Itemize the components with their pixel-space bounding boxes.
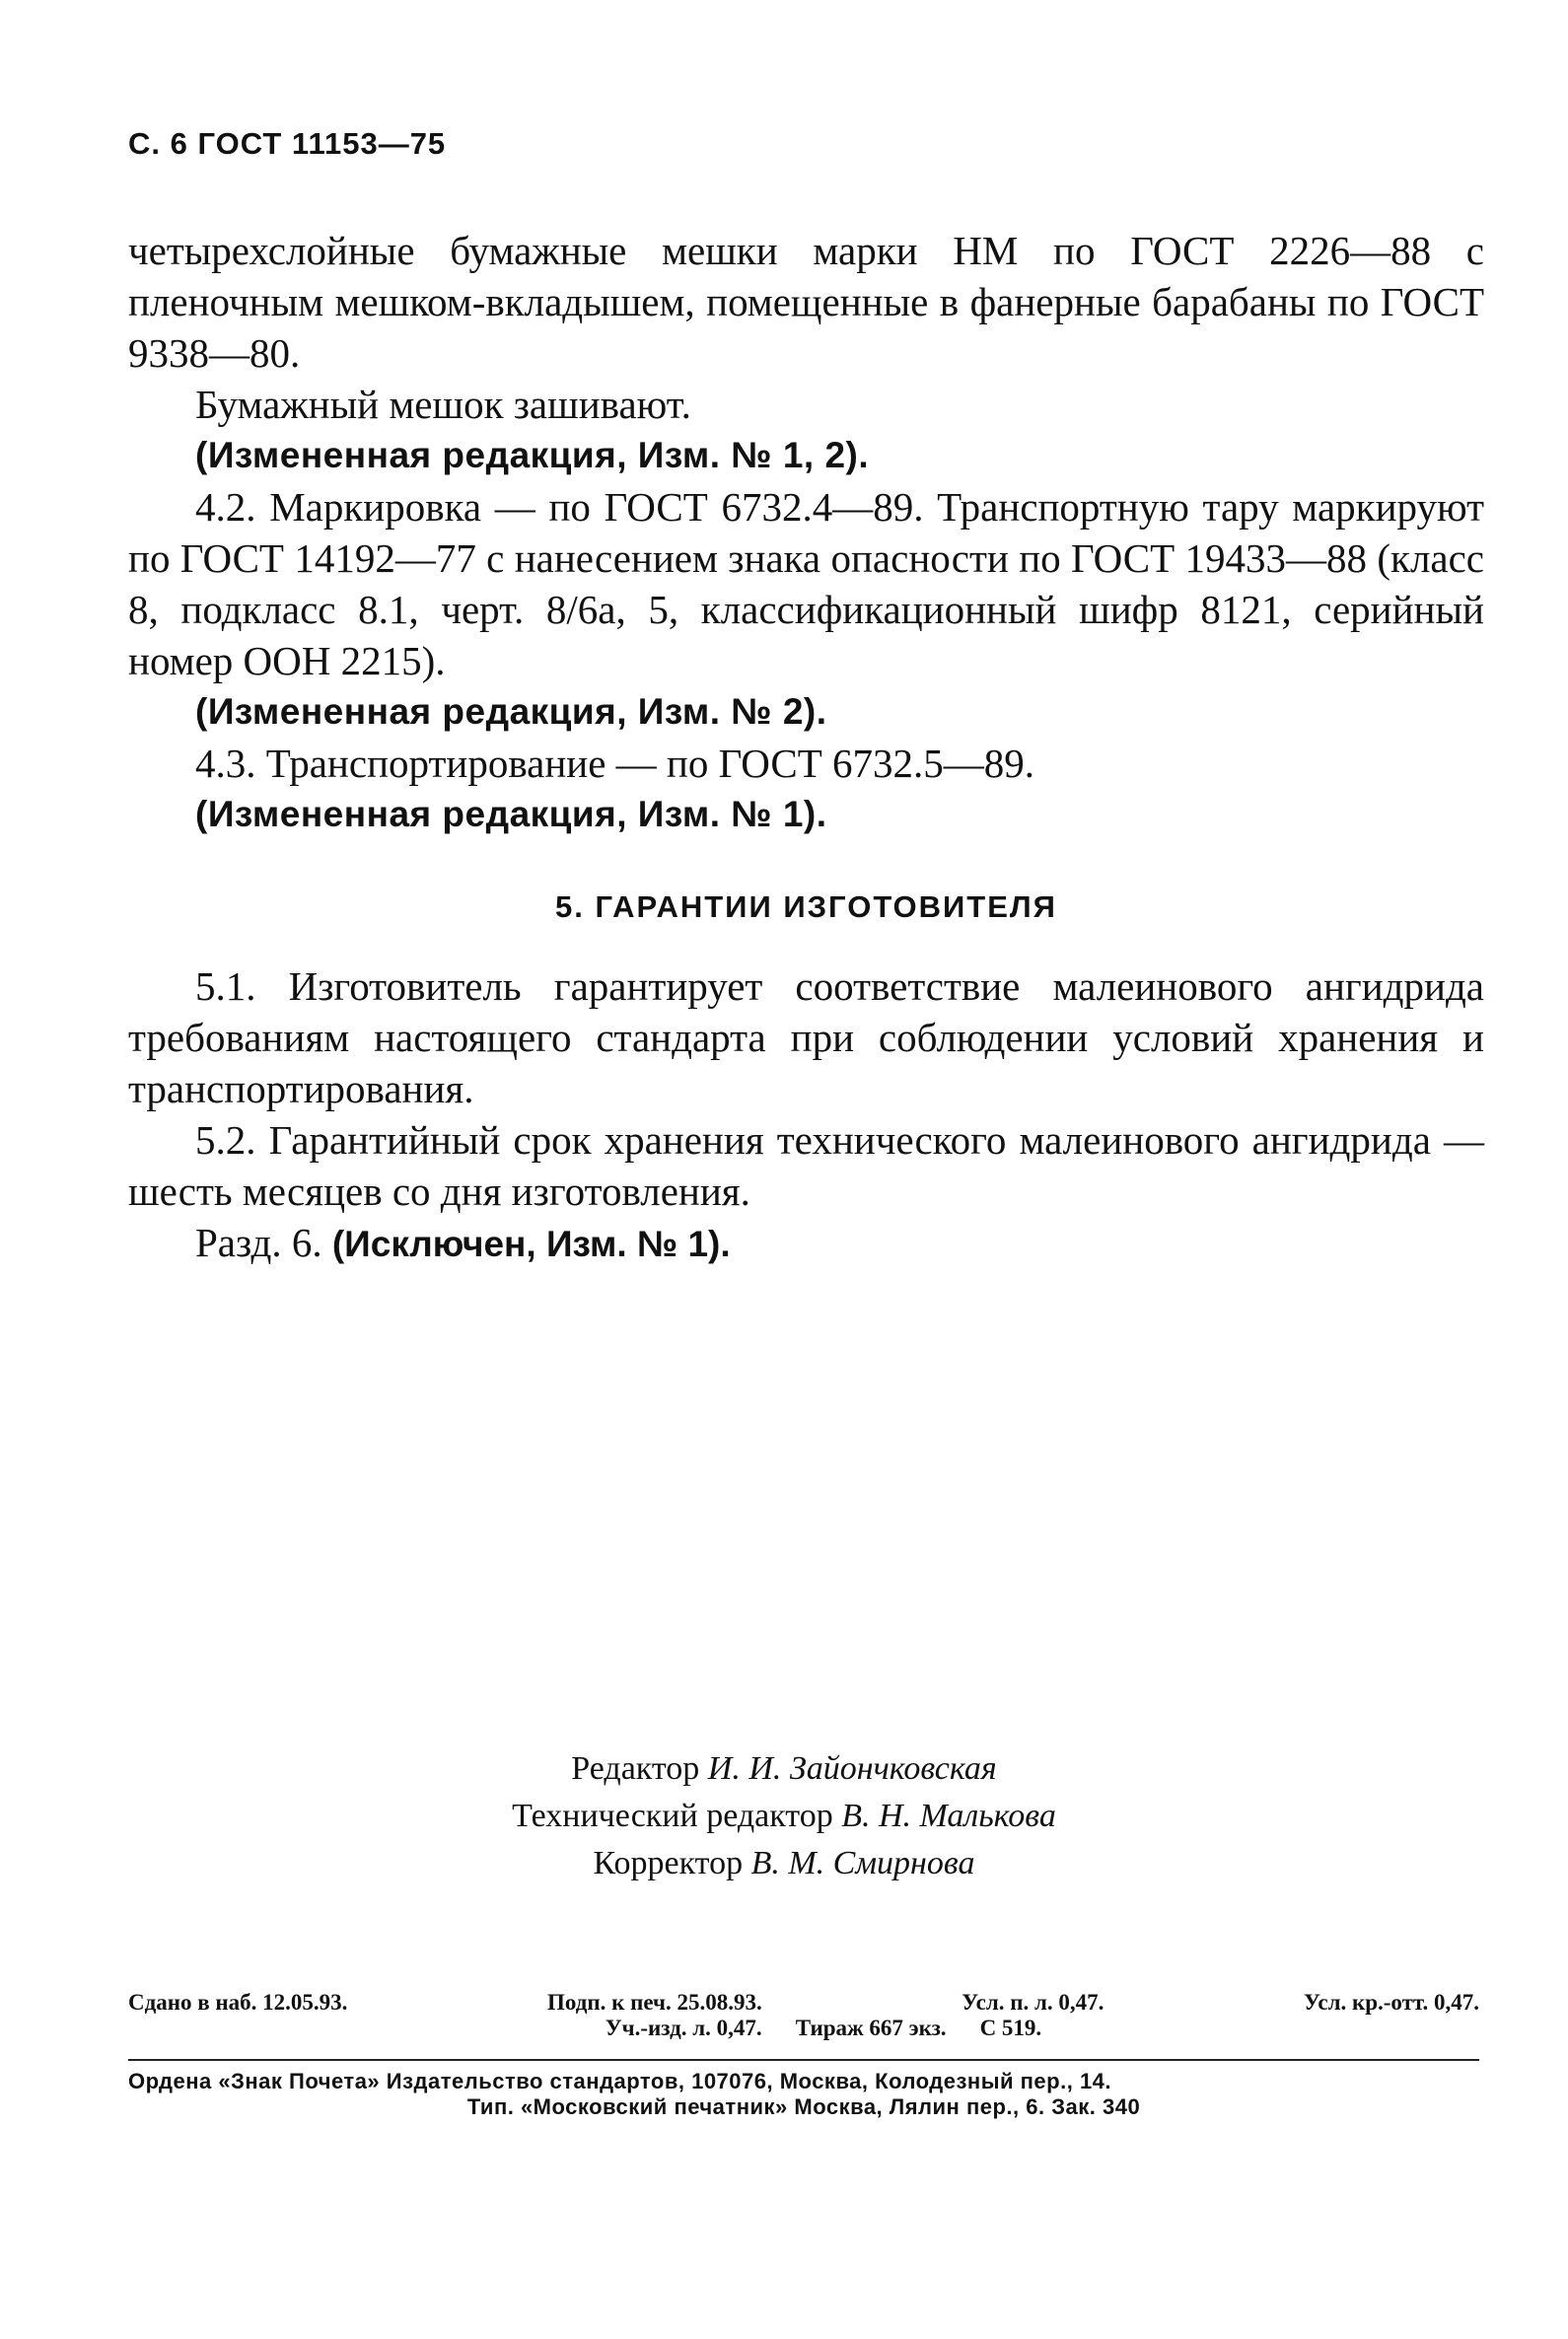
imprint-publishing-sheets: Уч.-изд. л. 0,47. <box>605 2016 762 2040</box>
paragraph-5-1: 5.1. Изготовитель гарантирует соответствие малеинового ангидрида требованиям настоящего стандарта при соблюдении условий хранения и транспортирования. <box>128 963 1484 1111</box>
imprint-block <box>128 1990 1479 2041</box>
paragraph-5-2: 5.2. Гарантийный срок хранения технического малеинового ангидрида — шесть месяцев со дня изготовления. <box>128 1117 1484 1214</box>
imprint-order-code: С 519. <box>979 2016 1042 2040</box>
editor-name: И. И. Зайончковская <box>707 1750 997 1787</box>
publisher-line-1: Ордена «Знак Почета» Издательство стандартов, 107076, Москва, Колодезный пер., 14. <box>128 2069 1112 2093</box>
paragraph-4-3-transport: 4.3. Транспортирование — по ГОСТ 6732.5—89. <box>195 741 1035 786</box>
credit-editor <box>0 1745 1568 1793</box>
section-6-prefix: Разд. 6. <box>195 1220 322 1265</box>
imprint-row-1 <box>128 1990 1479 2016</box>
tech-editor-role: Технический редактор <box>512 1798 833 1834</box>
imprint-signed: Подп. к печ. 25.08.93. <box>546 1990 762 2015</box>
paragraph-4-2-marking: 4.2. Маркировка — по ГОСТ 6732.4—89. Транспортную тару маркируют по ГОСТ 14192—77 с нанесением знака опасности по ГОСТ 19433—88 (класс 8, подкласс 8.1, черт. 8/6а, 5, классификационный шифр 8121, серийный номер ООН 2215). <box>128 484 1484 683</box>
proofreader-name: В. М. Смирнова <box>750 1845 975 1881</box>
tech-editor-name: В. Н. Малькова <box>841 1798 1056 1834</box>
paragraph-sewing: Бумажный мешок зашивают. <box>195 382 691 427</box>
publisher-line-2: Тип. «Московский печатник» Москва, Лялин пер., 6. Зак. 340 <box>466 2094 1141 2119</box>
editor-role: Редактор <box>571 1750 700 1787</box>
section-6-excluded: (Исключен, Изм. № 1). <box>331 1224 731 1264</box>
imprint-circulation: Тираж 667 экз. <box>795 2016 947 2040</box>
amendment-note-2: (Измененная редакция, Изм. № 2). <box>195 691 827 732</box>
paragraph-packaging: четырехслойные бумажные мешки марки НМ по ГОСТ 2226—88 с пленочным мешком-вкладышем, помещенные в фанерные барабаны по ГОСТ 9338—80. <box>128 228 1484 376</box>
amendment-note-3: (Измененная редакция, Изм. № 1). <box>195 794 827 834</box>
imprint-printed-sheets: Усл. п. л. 0,47. <box>962 1990 1105 2015</box>
section-6-note <box>128 1217 1484 1270</box>
imprint-submitted: Сдано в наб. 12.05.93. <box>128 1990 348 2015</box>
section-5-heading: 5. ГАРАНТИИ ИЗГОТОВИТЕЛЯ <box>555 889 1057 924</box>
credit-proofreader <box>0 1840 1568 1887</box>
imprint-row-2 <box>128 2016 1479 2041</box>
amendment-note-1: (Измененная редакция, Изм. № 1, 2). <box>195 435 870 475</box>
divider-rule <box>128 2059 1479 2061</box>
credit-tech-editor <box>0 1793 1568 1840</box>
proofreader-role: Корректор <box>593 1845 744 1881</box>
running-head: С. 6 ГОСТ 11153—75 <box>128 126 447 161</box>
body-text <box>128 225 1484 1270</box>
publisher-block <box>128 2069 1479 2120</box>
credits-block <box>0 1745 1568 1887</box>
imprint-color-prints: Усл. кр.-отт. 0,47. <box>1303 1990 1479 2015</box>
